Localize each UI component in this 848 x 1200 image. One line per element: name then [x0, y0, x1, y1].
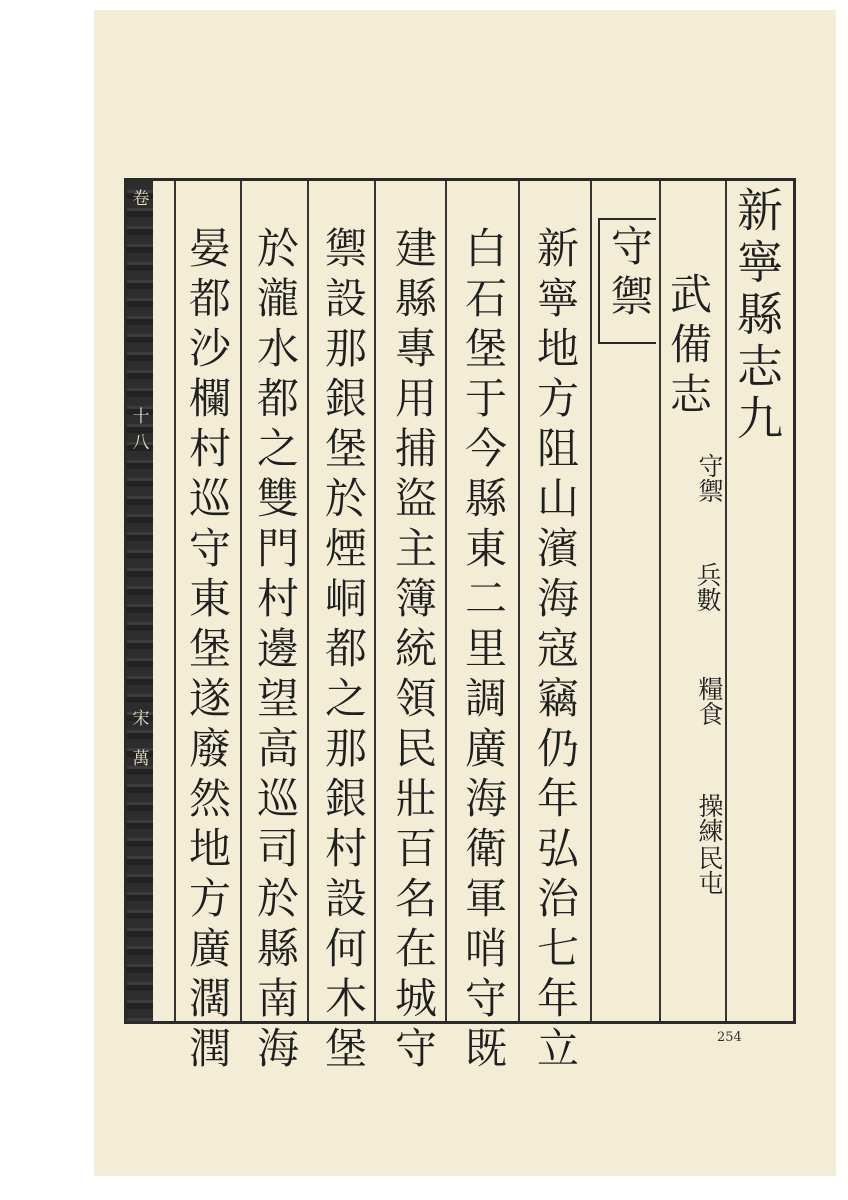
body-column-5: 於瀧水都之雙門村邊望高巡司於縣南海	[251, 226, 300, 1076]
column-rule	[518, 181, 520, 1021]
margin-spine-band	[127, 181, 153, 1021]
body-column-1: 新寧地方阻山濱海寇竊仍年弘治七年立	[531, 226, 580, 1076]
column-rule	[445, 181, 447, 1021]
column-rule	[374, 181, 376, 1021]
margin-char-4: 宋	[132, 709, 150, 729]
column-rule	[590, 181, 592, 1021]
margin-char-3: 八	[132, 433, 150, 453]
column-rule	[725, 181, 727, 1021]
subheading-1: 守禦	[695, 453, 724, 503]
column-rule	[240, 181, 242, 1021]
book-title: 新寧縣志九	[730, 186, 784, 446]
body-column-2: 白石堡于今縣東二里調廣海衛軍哨守既	[459, 226, 508, 1076]
subheading-3: 糧食	[695, 676, 724, 726]
margin-char-1: 卷	[132, 189, 150, 209]
column-rule	[174, 181, 176, 1021]
section-title: 武備志	[664, 272, 713, 422]
margin-char-2: 十	[132, 407, 150, 427]
page-number: 254	[717, 1030, 742, 1045]
column-rule	[307, 181, 309, 1021]
body-column-6: 晏都沙欄村巡守東堡遂廢然地方廣濶潤	[183, 226, 232, 1076]
subheading-5: 民屯	[695, 845, 724, 895]
subheading-4: 操練	[695, 793, 724, 843]
margin-char-5: 萬	[132, 749, 150, 769]
subheading-2: 兵數	[693, 562, 722, 612]
column-rule	[659, 181, 661, 1021]
body-column-4: 禦設那銀堡於煙峒都之那銀村設何木堡	[319, 226, 368, 1076]
boxed-heading: 守禦	[605, 224, 654, 324]
body-column-3: 建縣專用捕盜主簿統領民壯百名在城守	[389, 226, 438, 1076]
